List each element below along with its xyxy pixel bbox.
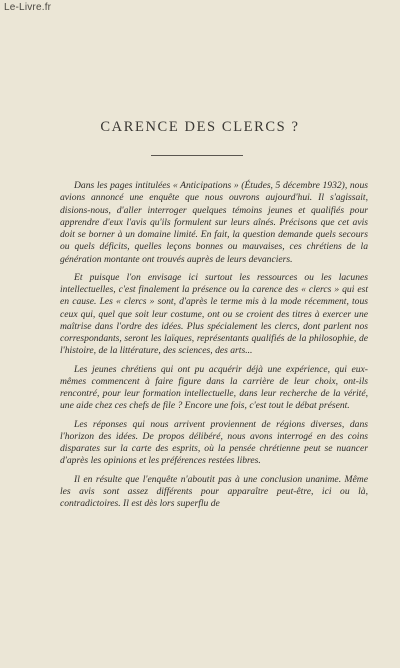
paragraph: Il en résulte que l'enquête n'aboutit pas à une conclusion unanime. Même les avis sont assez différents pour apparaître peut-être, ici ou là, contradictoires. Il est dès lors superflu de [60, 473, 368, 509]
paragraph: Et puisque l'on envisage ici surtout les ressources ou les lacunes intellectuelles, c'est finalement la présence ou la carence des « clercs » qui est en cause. Les « clercs » sont, d'après le terme mis à la mode récemment, tous ceux qui, quel que soit leur costume, ont ou se croient des titres à exercer une maîtrise dans l'ordre des idées. Plus spécialement les clercs, dont parlent nos correspondants, seront les laïques, représentants qualifiés de la philosophie, de l'histoire, de la littérature, des sciences, des arts... [60, 271, 368, 357]
paragraph: Dans les pages intitulées « Anticipations » (Études, 5 décembre 1932), nous avions annoncé une enquête que nous ouvrons aujourd'hui. Il s'agissait, disions-nous, d'aller interroger quelques témoins jeunes et qualifiés pour apprendre d'eux l'avis qu'ils formulent sur leurs aînés. Précisons que cet avis doit se borner à un domaine limité. En fait, la question demande quels secours ou quels déficits, quelles leçons bonnes ou mauvaises, ces chrétiens de la génération montante ont trouvés auprès de leurs devanciers. [60, 180, 368, 265]
watermark: Le-Livre.fr [4, 2, 52, 13]
title-divider [151, 155, 243, 156]
article-title: CARENCE DES CLERCS ? [100, 119, 300, 135]
paragraph: Les réponses qui nous arrivent proviennent de régions diverses, dans l'horizon des idées. De propos délibéré, nous avons interrogé en des coins disparates sur la carte des esprits, où la pensée chrétienne peut se nuancer d'après les opinions et les préférences restées libres. [60, 418, 368, 467]
article-body [60, 180, 368, 516]
paragraph: Les jeunes chrétiens qui ont pu acquérir déjà une expérience, qui eux-mêmes commencent à faire figure dans la carrière de leur choix, ont-ils rencontré, pour leur formation intellectuelle, dans leur recherche de la vérité, une aide chez ces chefs de file ? Encore une fois, c'est tout le débat présent. [60, 363, 368, 412]
